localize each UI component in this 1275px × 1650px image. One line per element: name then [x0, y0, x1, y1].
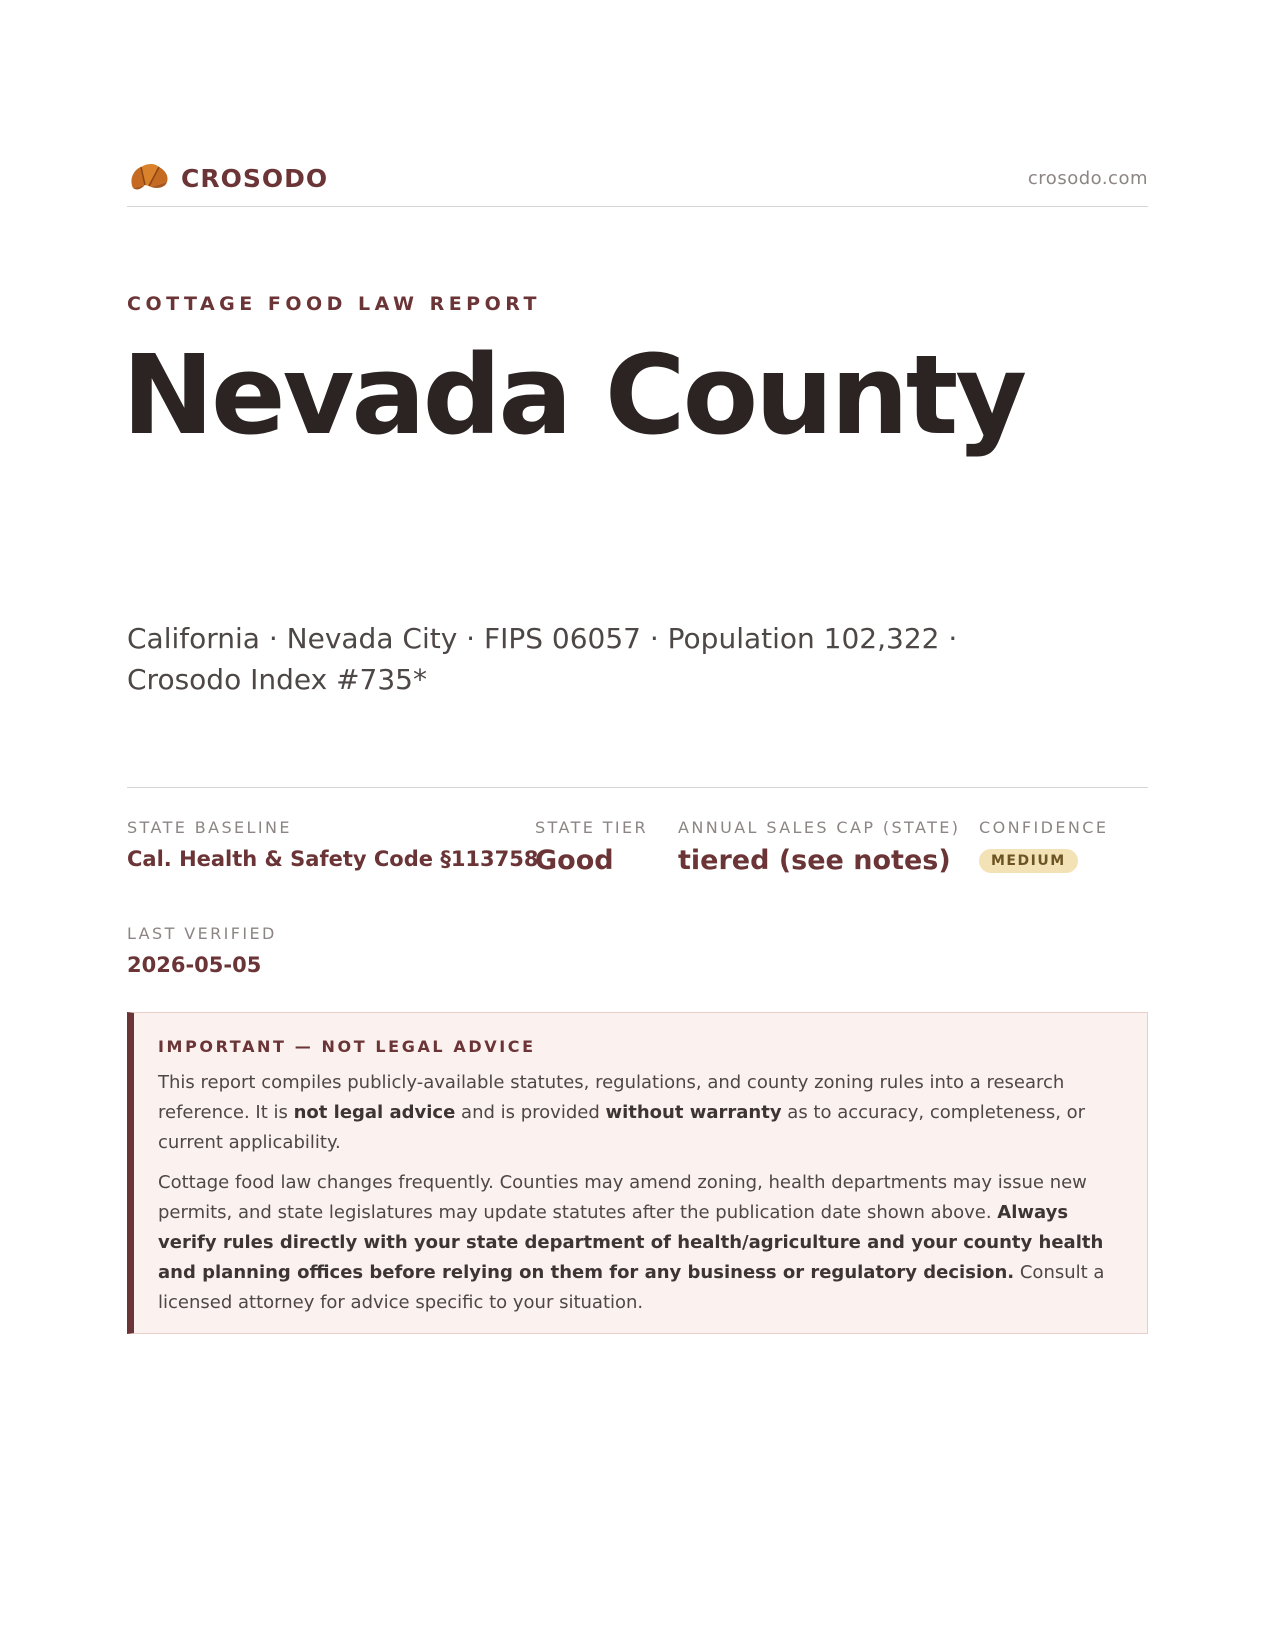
notice-emphasis: without warranty [605, 1102, 782, 1123]
croissant-icon [127, 158, 171, 198]
notice-title: IMPORTANT — NOT LEGAL ADVICE [158, 1037, 536, 1056]
brand[interactable] [127, 158, 328, 198]
notice-text: as to accuracy, completeness, or current applicability. [158, 1102, 1086, 1153]
fact-label: ANNUAL SALES CAP (STATE) [678, 818, 961, 837]
notice-text: This report compiles publicly-available statutes, regulations, and county zoning rules into a research reference. It is [158, 1072, 1065, 1123]
fact-value: tiered (see notes) [678, 845, 951, 876]
notice-paragraph [158, 1068, 1123, 1158]
fact-sales-cap [678, 818, 960, 876]
notice-emphasis: not legal advice [293, 1102, 456, 1123]
fact-value: 2026-05-05 [127, 953, 262, 977]
report-subtitle: California · Nevada City · FIPS 06057 · Population 102,322 · Crosodo Index #735* [127, 622, 958, 696]
fact-state-tier [535, 818, 648, 876]
report-eyebrow: COTTAGE FOOD LAW REPORT [127, 293, 541, 315]
notice-text: Cottage food law changes frequently. Counties may amend zoning, health departments may issue new permits, and state legislatures may update statutes after the publication date shown above. [158, 1172, 1087, 1223]
notice-emphasis: Always verify rules directly with your state department of health/agriculture and your county health and planning offices before relying on them for any business or regulatory decision. [158, 1202, 1104, 1283]
fact-label: STATE BASELINE [127, 818, 292, 837]
page-header [127, 158, 1148, 207]
fact-value: Good [535, 845, 614, 876]
section-divider [127, 787, 1148, 788]
site-url-link[interactable]: crosodo.com [1027, 168, 1148, 189]
notice-text: Consult a licensed attorney for advice specific to your situation. [158, 1262, 1105, 1313]
brand-name: CROSODO [181, 163, 329, 193]
page-title: Nevada County [122, 331, 1025, 459]
confidence-badge: MEDIUM [979, 849, 1078, 873]
fact-state-baseline [127, 818, 539, 871]
notice-paragraph [158, 1168, 1123, 1318]
fact-value: Cal. Health & Safety Code §113758 [127, 847, 539, 871]
fact-label: CONFIDENCE [979, 818, 1109, 837]
fact-label: STATE TIER [535, 818, 649, 837]
legal-notice [127, 1012, 1148, 1334]
fact-confidence [979, 818, 1108, 873]
notice-text: and is provided [455, 1102, 606, 1123]
fact-label: LAST VERIFIED [127, 924, 277, 943]
fact-last-verified [127, 924, 277, 977]
